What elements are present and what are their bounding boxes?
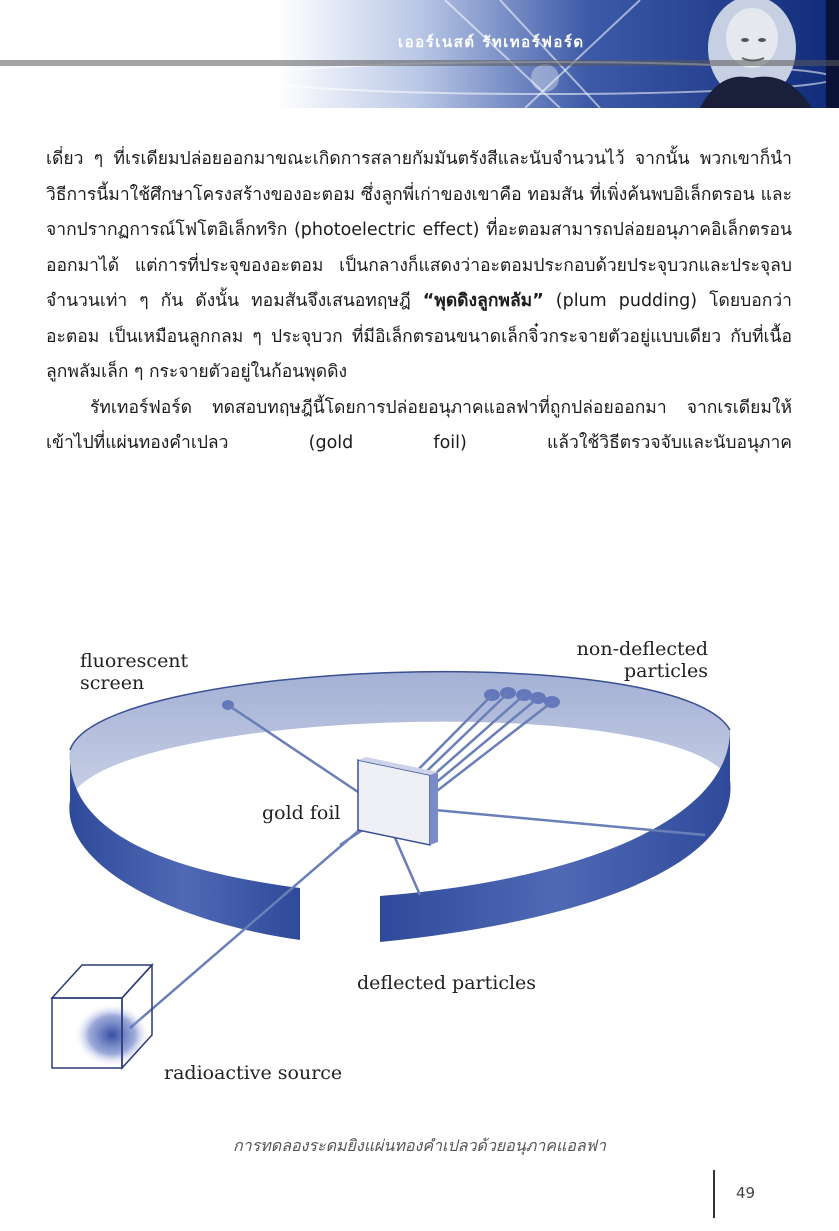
label-non-deflected-line1: non-deflected [576,638,708,660]
paragraph-1 [46,142,792,391]
paragraph-1-text-a: เดี่ยว ๆ ที่เรเดียมปล่อยออกมาขณะเกิดการสลายกัมมันตรังสีและนับจำนวนไว้ จากนั้น พวกเขาก็นำวิธีการนี้มาใช้ศึกษาโครงสร้างของอะตอม ซึ่งลูกพี่เก่าของเขาคือ ทอมสัน ที่เพิ่งค้นพบอิเล็กตรอน และจากปรากฏการณ์โฟโตอิเล็กทริก (photoelectric effect) ที่อะตอมสามารถปล่อยอนุภาคอิเล็กตรอนออกมาได้ แต่การที่ประจุของอะตอม เป็นกลางก็แสดงว่าอะตอมประกอบด้วยประจุบวกและประจุลบจำนวนเท่า ๆ กัน ดังนั้น ทอมสันจึงเสนอทฤษฎี [46,149,792,311]
paragraph-1-text-b: (plum pudding) โดยบอกว่าอะตอม เป็นเหมือนลูกกลม ๆ ประจุบวก ที่มีอิเล็กตรอนขนาดเล็กจิ๋วกระจายตัวอยู่แบบเดียว กับที่เนื้อลูกพลัมเล็ก ๆ กระจายตัวอยู่ในก้อนพุดดิง [46,291,792,382]
label-non-deflected-line2: particles [624,660,708,682]
header-artwork [0,0,839,108]
radioactive-source-box [52,965,152,1068]
figure-caption: การทดลองระดมยิงแผ่นทองคำเปลวด้วยอนุภาคแอลฟา [232,1136,606,1155]
label-gold-foil: gold foil [262,802,341,824]
rutherford-experiment-figure [40,620,760,1100]
header-rule [0,60,839,66]
body-text [46,142,792,462]
footer-divider [713,1170,715,1218]
plum-pudding-term: “พุดดิงลูกพลัม” [422,291,544,311]
portrait-image [700,0,812,108]
page-number: 49 [736,1184,756,1202]
label-fluorescent-line2: screen [80,672,145,694]
label-deflected-particles: deflected particles [357,972,537,994]
paragraph-2: รัทเทอร์ฟอร์ด ทดสอบทฤษฎีนี้โดยการปล่อยอนุภาคแอลฟาที่ถูกปล่อยออกมา จากเรเดียมให้เข้าไปที่แผ่นทองคำเปลว (gold foil) แล้วใช้วิธีตรวจจับและนับอนุภาค [46,397,792,453]
nucleus-motif [531,64,559,92]
page-header-banner [0,0,839,108]
label-fluorescent-line1: fluorescent [80,650,189,672]
label-non-deflected [540,638,708,682]
gold-foil-sheet [358,757,438,845]
chapter-title: เออร์เนสต์ รัทเทอร์ฟอร์ด [398,33,585,51]
label-fluorescent-screen [80,650,188,694]
label-radioactive-source: radioactive source [164,1062,343,1084]
